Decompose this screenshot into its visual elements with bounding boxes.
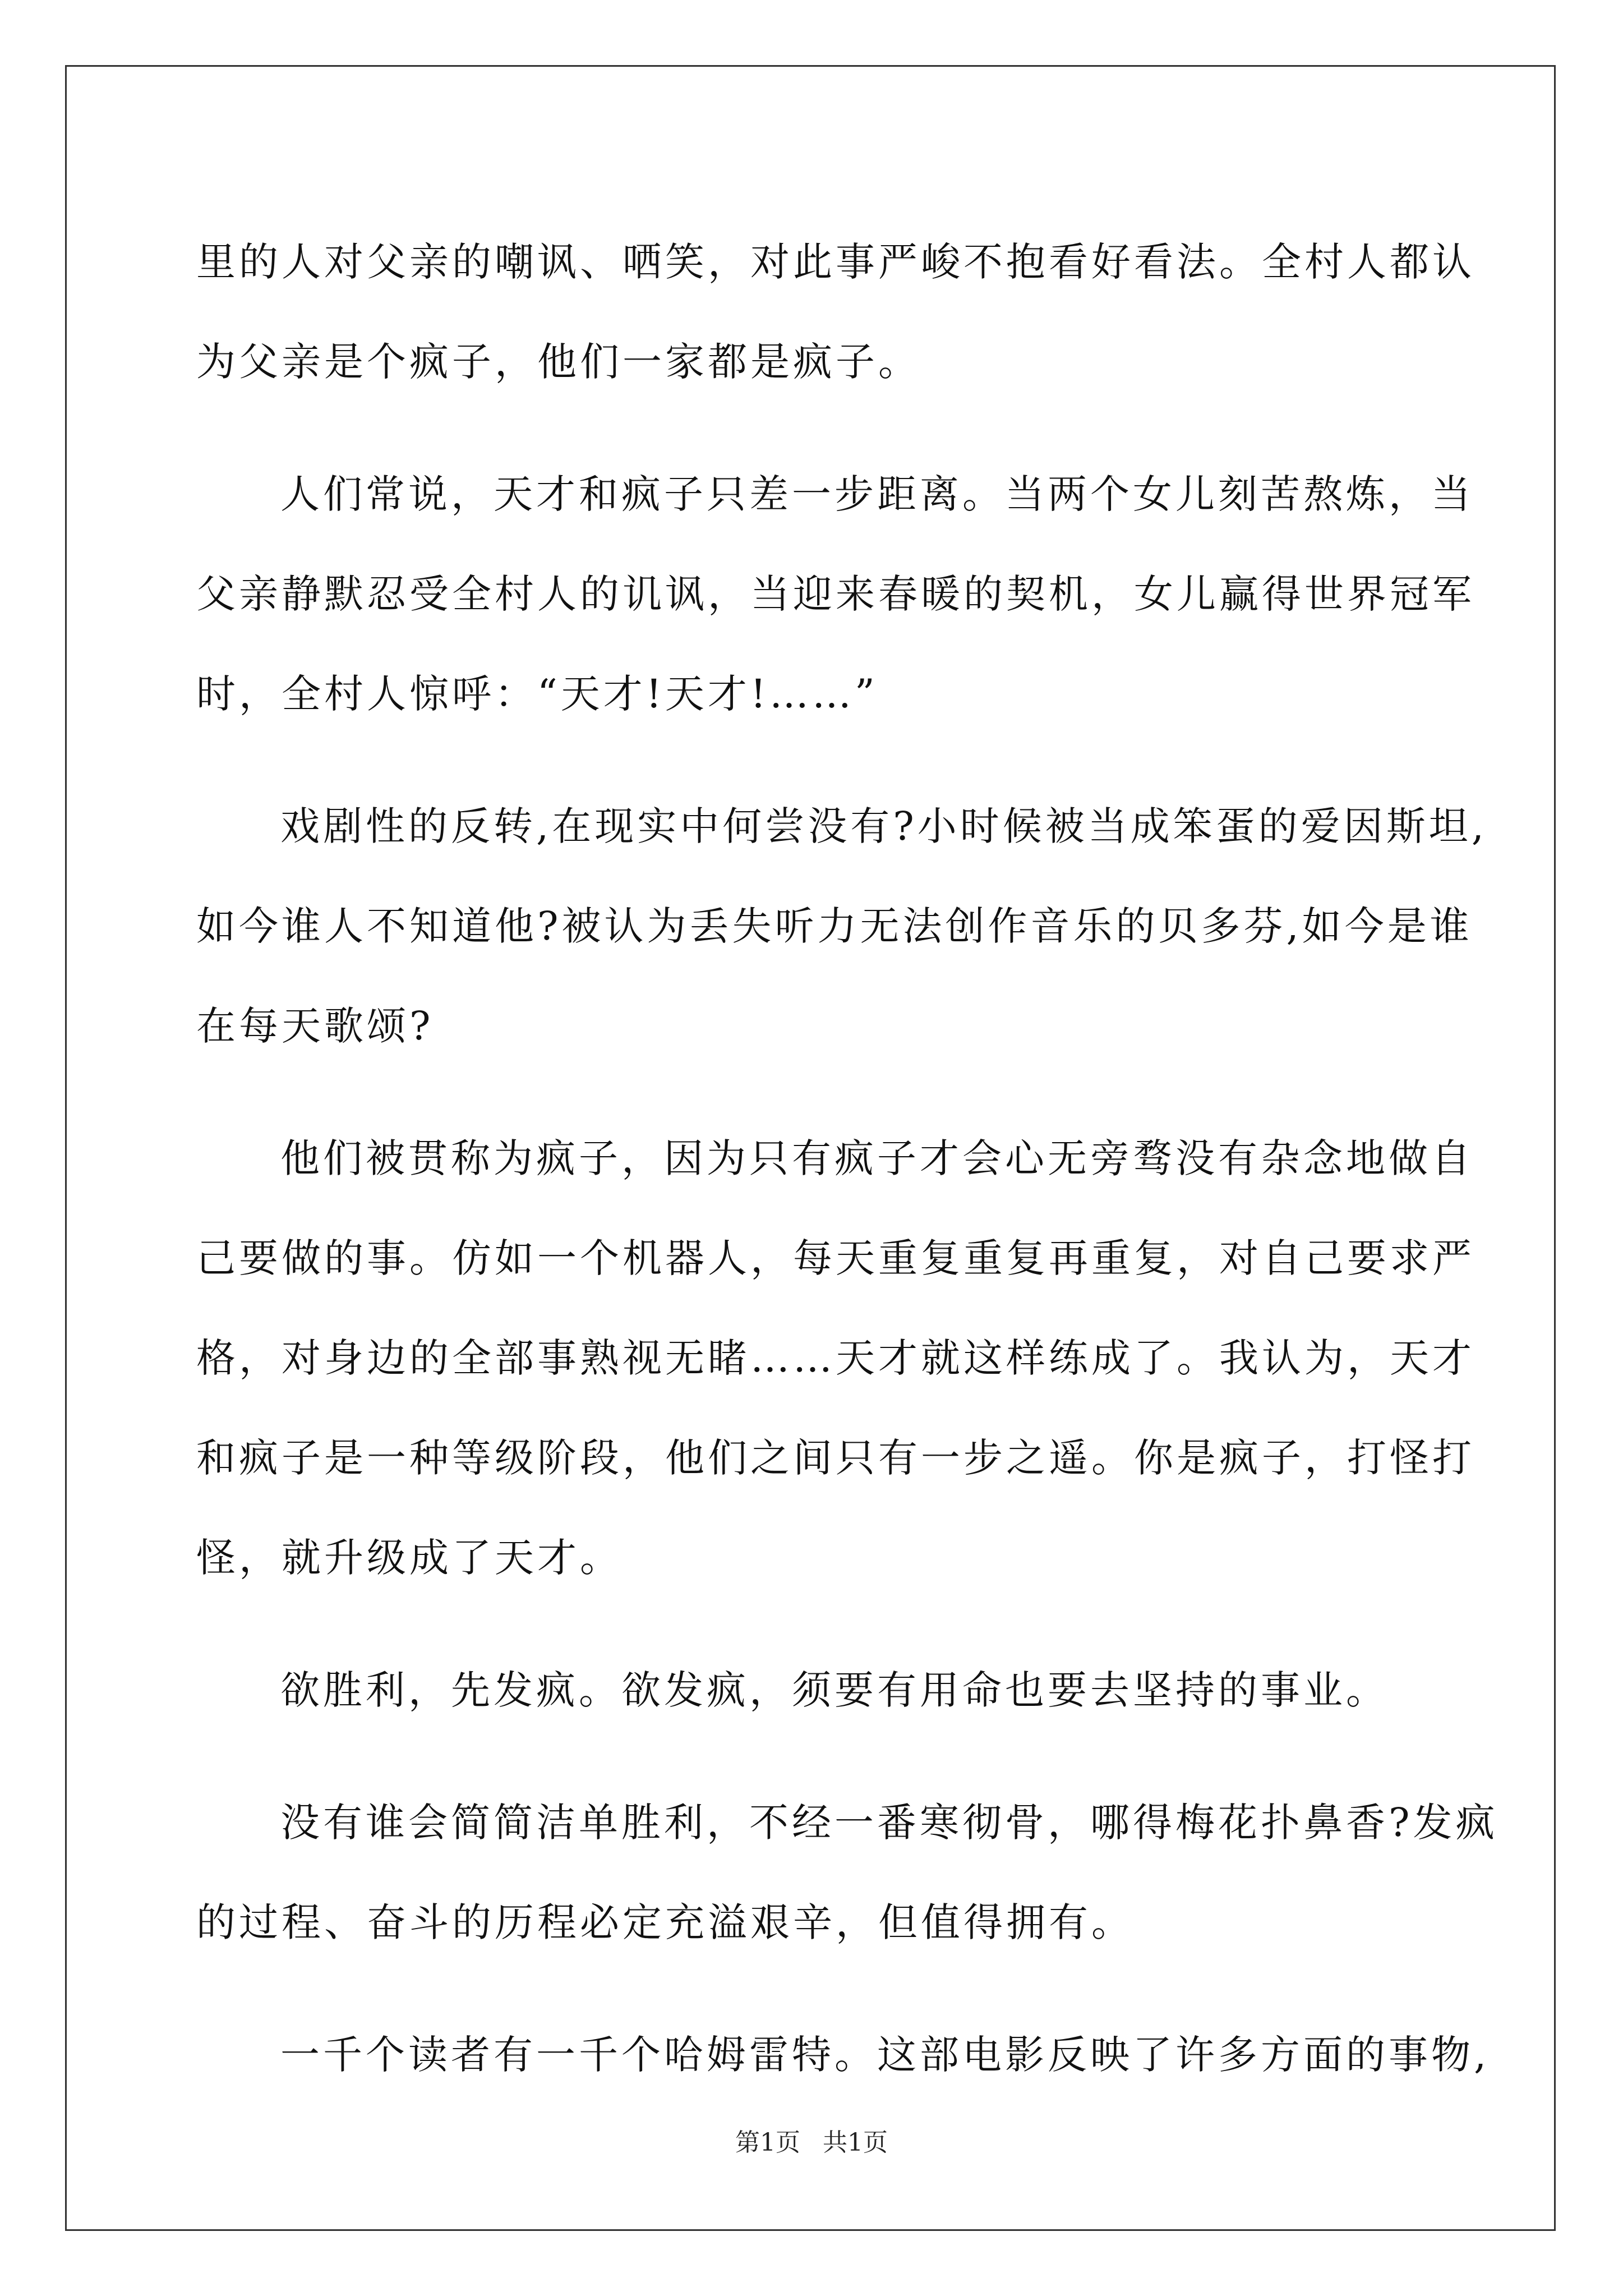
text-line: 人们常说，天才和疯子只差一步距离。当两个女儿刻苦熬炼，当 [280, 471, 1474, 517]
page-footer [0, 2126, 1623, 2160]
text-line: 己要做的事。仿如一个机器人，每天重复重复再重复，对自己要求严 [196, 1235, 1475, 1281]
text-line: 时，全村人惊呼：“天才!天才!……” [196, 671, 878, 717]
text-line: 在每天歌颂? [196, 1003, 434, 1049]
text-line: 欲胜利，先发疯。欲发疯，须要有用命也要去坚持的事业。 [280, 1667, 1389, 1713]
text-line: 里的人对父亲的嘲讽、哂笑，对此事严峻不抱看好看法。全村人都认 [196, 239, 1475, 285]
text-line: 格，对身边的全部事熟视无睹……天才就这样练成了。我认为，天才 [196, 1335, 1475, 1381]
total-pages: 共1页 [823, 2128, 888, 2157]
document-body [196, 212, 1498, 2105]
text-line: 父亲静默忍受全村人的讥讽，当迎来春暖的契机，女儿赢得世界冠军 [196, 571, 1475, 617]
text-line: 没有谁会简简洁单胜利，不经一番寒彻骨，哪得梅花扑鼻香?发疯 [280, 1800, 1498, 1846]
page-number: 第1页 [735, 2128, 800, 2157]
text-line: 戏剧性的反转,在现实中何尝没有?小时候被当成笨蛋的爱因斯坦, [280, 803, 1488, 849]
text-line: 为父亲是个疯子，他们一家都是疯子。 [196, 339, 921, 385]
text-line: 怪，就升级成了天才。 [196, 1535, 623, 1581]
text-line: 的过程、奋斗的历程必定充溢艰辛，但值得拥有。 [196, 1899, 1134, 1945]
text-line: 如今谁人不知道他?被认为丢失听力无法创作音乐的贝多芬,如今是谁 [196, 903, 1473, 949]
text-line: 和疯子是一种等级阶段，他们之间只有一步之遥。你是疯子，打怪打 [196, 1435, 1475, 1481]
text-line: 他们被贯称为疯子，因为只有疯子才会心无旁骛没有杂念地做自 [280, 1135, 1474, 1181]
text-line: 一千个读者有一千个哈姆雷特。这部电影反映了许多方面的事物, [280, 2032, 1490, 2078]
